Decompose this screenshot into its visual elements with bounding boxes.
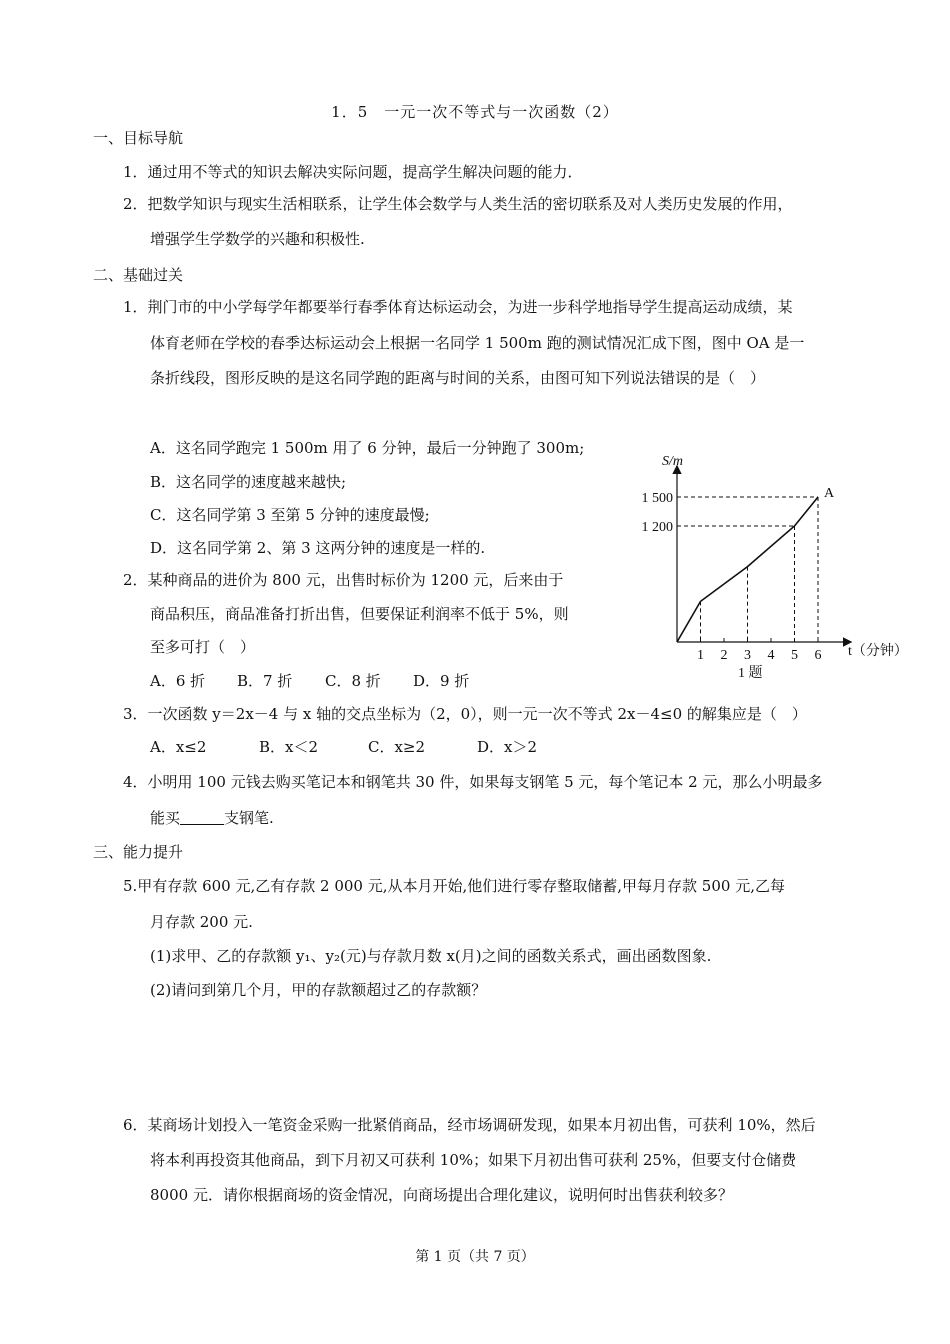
y-tick-label: 1 500 [641,491,673,506]
question-3-option-c: C．x≥2 [368,738,426,756]
question-5-part-1: (1)求甲、乙的存款额 y₁、y₂(元)与存款月数 x(月)之间的函数关系式，画出函数图象. [150,947,712,965]
question-4-line-1: 4．小明用 100 元钱去购买笔记本和钢笔共 30 件，如果每支钢笔 5 元，每个笔记本 2 元，那么小明最多 [123,773,823,791]
y-axis-label: S/m [662,454,683,469]
distance-time-chart [620,445,920,685]
question-1-option-a: A．这名同学跑完 1 500m 用了 6 分钟，最后一分钟跑了 300m; [150,439,585,457]
question-2-option-d: D．9 折 [413,672,470,690]
question-2-line-2: 商品积压，商品准备打折出售，但要保证利润率不低于 5%，则 [150,605,569,623]
question-6-line-3: 8000 元．请你根据商场的资金情况，向商场提出合理化建议，说明何时出售获利较多？ [150,1186,733,1204]
question-4-line-2-suffix: 支钢笔. [224,809,274,827]
question-5-line-2: 月存款 200 元. [150,913,253,931]
chart-caption: 1 题 [738,666,763,681]
question-1-option-c: C．这名同学第 3 至第 5 分钟的速度最慢; [150,506,430,524]
section-heading-goals: 一、目标导航 [93,129,184,147]
goal-2-line-1: 2．把数学知识与现实生活相联系，让学生体会数学与人类生活的密切联系及对人类历史发展的作用， [123,195,793,213]
goal-1: 1．通过用不等式的知识去解决实际问题，提高学生解决问题的能力． [123,163,583,181]
question-2-option-b: B．7 折 [237,672,293,690]
x-axis-label: t（分钟） [848,644,908,659]
question-6-line-2: 将本利再投资其他商品，到下月初又可获利 10%；如果下月初出售可获利 25%，但要支付仓储费 [150,1151,797,1169]
section-heading-basics: 二、基础过关 [93,266,184,284]
question-6-line-1: 6．某商场计划投入一笔资金采购一批紧俏商品，经市场调研发现，如果本月初出售，可获利 10%，然后 [123,1116,816,1134]
page-footer: 第 1 页（共 7 页） [415,1249,535,1265]
question-3-option-a: A．x≤2 [150,738,207,756]
x-tick-label: 2 [720,648,728,663]
question-1-option-d: D．这名同学第 2、第 3 这两分钟的速度是一样的. [150,539,486,557]
y-tick-label: 1 200 [641,520,673,535]
x-tick-label: 3 [744,648,751,663]
question-2-option-c: C．8 折 [325,672,381,690]
answer-blank[interactable] [180,810,224,825]
page-title: 1．5 一元一次不等式与一次函数（2） [331,103,619,121]
question-4-line-2-prefix: 能买 [150,809,181,827]
x-tick-label: 1 [697,648,704,663]
question-2-option-a: A．6 折 [150,672,206,690]
question-2-line-3: 至多可打（ ） [150,638,256,656]
section-heading-advanced: 三、能力提升 [93,843,184,861]
x-tick-label: 5 [791,648,798,663]
question-5-line-1: 5.甲有存款 600 元,乙有存款 2 000 元,从本月开始,他们进行零存整取储蓄,甲每月存款 500 元,乙每 [123,877,785,895]
question-1-line-2: 体育老师在学校的春季达标运动会上根据一名同学 1 500m 跑的测试情况汇成下图，图中 OA 是一 [150,334,805,352]
goal-2-line-2: 增强学生学数学的兴趣和积极性. [150,230,365,248]
x-tick-label: 6 [814,648,822,663]
question-5-part-2: (2)请问到第几个月，甲的存款额超过乙的存款额？ [150,981,487,999]
question-4-line-2 [150,808,274,828]
question-3-option-d: D．x＞2 [477,738,538,756]
point-a-label: A [824,486,835,501]
question-3-line-1: 3．一次函数 y＝2x－4 与 x 轴的交点坐标为（2，0），则一元一次不等式 2x－4≤0 的解集应是（ ） [123,705,807,723]
x-tick-label: 4 [767,648,775,663]
question-3-option-b: B．x＜2 [259,738,319,756]
question-2-line-1: 2．某种商品的进价为 800 元，出售时标价为 1200 元，后来由于 [123,571,564,589]
question-1-option-b: B．这名同学的速度越来越快; [150,473,347,491]
question-1-line-1: 1．荆门市的中小学每学年都要举行春季体育达标运动会，为进一步科学地指导学生提高运动成绩，某 [123,298,793,316]
question-1-line-3: 条折线段，图形反映的是这名同学跑的距离与时间的关系，由图可知下列说法错误的是（ ） [150,369,766,387]
